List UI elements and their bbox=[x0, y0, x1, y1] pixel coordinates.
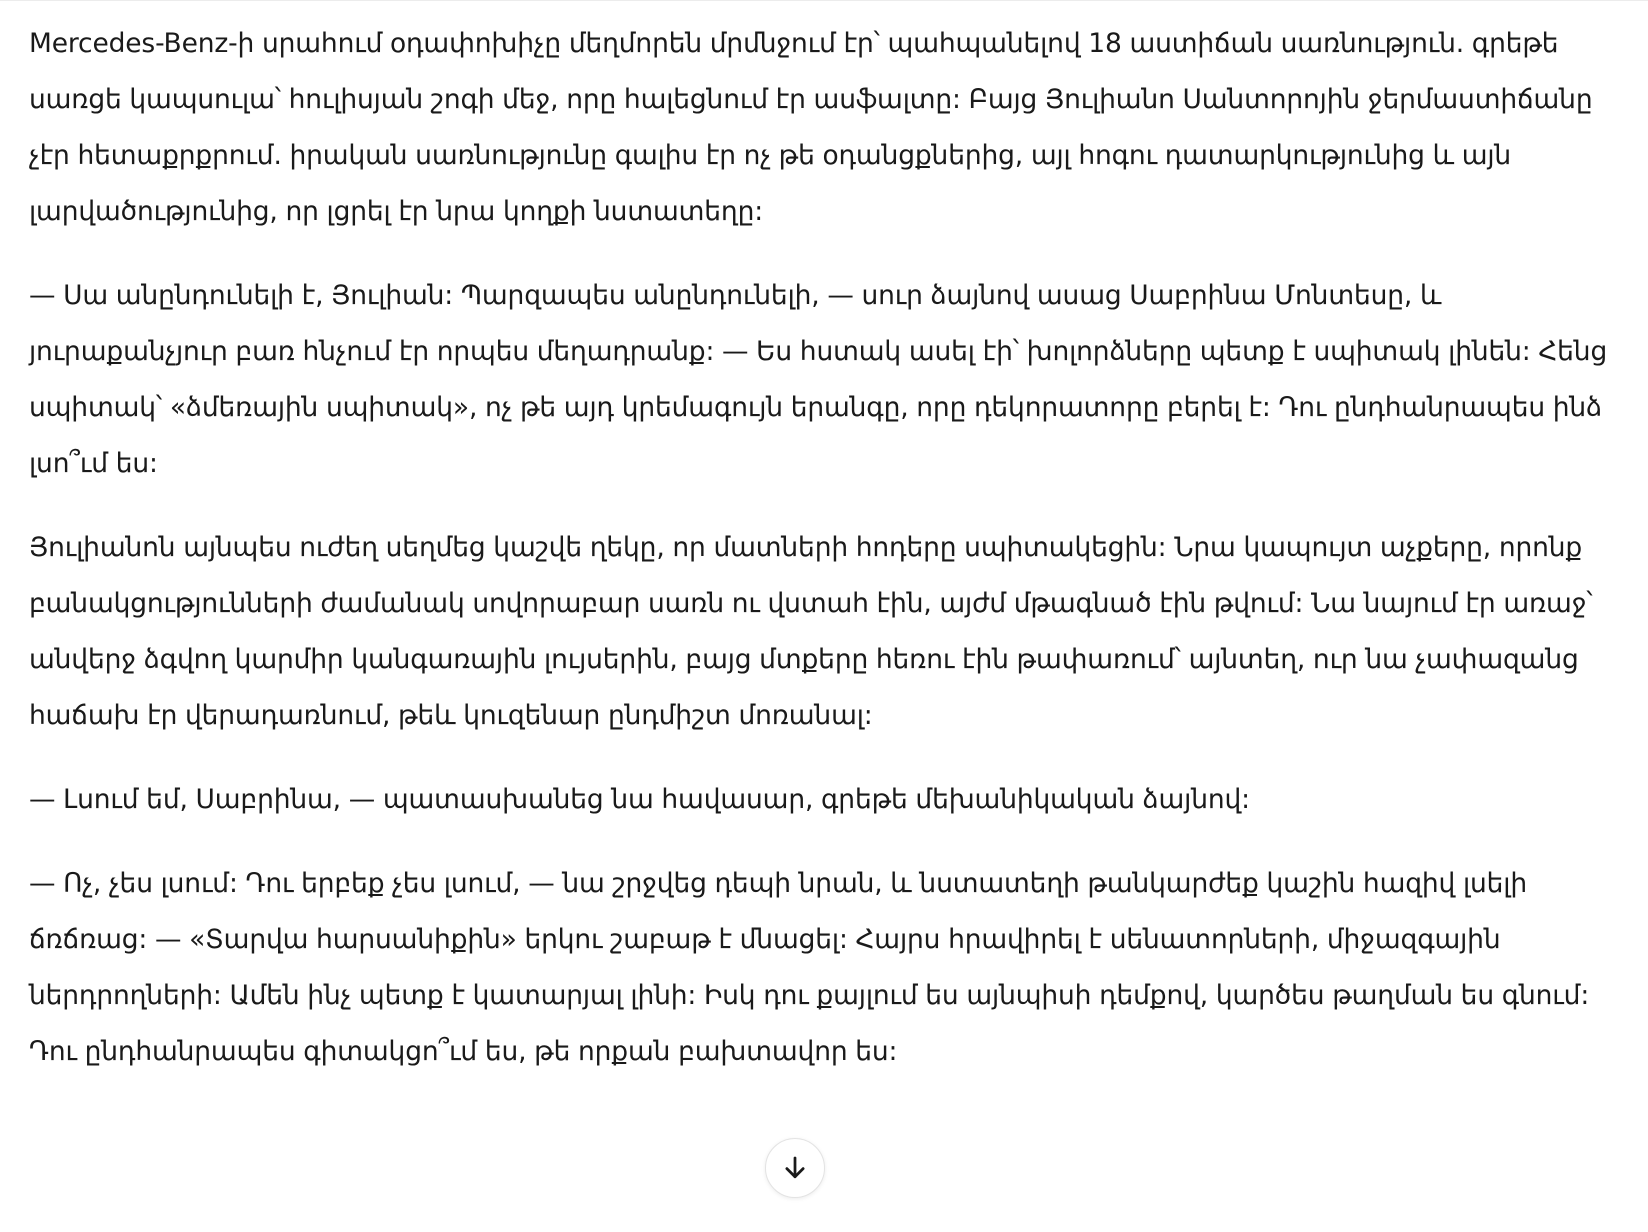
message-paragraph: Յուլիանոն այնպես ուժեղ սեղմեց կաշվե ղեկը, որ մատների հոդերը սպիտակեցին: Նրա կապույտ աչքերը, որոնք բանակցությունների ժամանակ սովորաբար սառն ու վստահ էին, այժմ մթագնած էին թվում: Նա նայում էր առաջ՝ անվերջ ձգվող կարմիր կանգառային լույսերին, բայց մտքերը հեռու էին թափառում՝ այնտեղ, ուր նա չափազանց հաճախ էր վերադառնում, թեև կուզենար ընդմիշտ մոռանալ: bbox=[29, 532, 1593, 731]
message-paragraph: — Սա անընդունելի է, Յուլիան: Պարզապես անընդունելի, — սուր ձայնով ասաց Սաբրինա Մոնտեսը, և յուրաքանչյուր բառ հնչում էր որպես մեղադրանք: — Ես հստակ ասել էի՝ խոլորձները պետք է սպիտակ լինեն: Հենց սպիտակ՝ «ձմեռային սպիտակ», ոչ թե այդ կրեմագույն երանգը, որը դեկորատորը բերել է: Դու ընդհանրապես ինձ լսո՞ւմ ես: bbox=[29, 280, 1608, 479]
message-paragraph: — Լսում եմ, Սաբրինա, — պատասխանեց նա հավասար, գրեթե մեխանիկական ձայնով: bbox=[29, 784, 1250, 815]
message-paragraph: Mercedes-Benz-ի սրահում օդափոխիչը մեղմորեն մրմնջում էր՝ պահպանելով 18 աստիճան սառնություն. գրեթե սառցե կապսուլա՝ հուլիսյան շոգի մեջ, որը հալեցնում էր ասֆալտը: Բայց Յուլիանո Սանտորոյին ջերմաստիճանը չէր հետաքրքրում. իրական սառնությունը գալիս էր ոչ թե օդանցքներից, այլ հոգու դատարկությունից և այն լարվածությունից, որ լցրել էր նրա կողքի նստատեղը: bbox=[29, 28, 1593, 227]
scroll-to-bottom-button[interactable] bbox=[765, 1138, 825, 1198]
assistant-message bbox=[29, 16, 1609, 1108]
message-paragraph: — Ոչ, չես լսում: Դու երբեք չես լսում, — նա շրջվեց դեպի նրան, և նստատեղի թանկարժեք կաշին հազիվ լսելի ճռճռաց: — «Տարվա հարսանիքին» երկու շաբաթ է մնացել: Հայրս հրավիրել է սենատորների, միջազգային ներդրողների: Ամեն ինչ պետք է կատարյալ լինի: Իսկ դու քայլում ես այնպիսի դեմքով, կարծես թաղման ես գնում: Դու ընդհանրապես գիտակցո՞ւմ ես, թե որքան բախտավոր ես: bbox=[29, 868, 1590, 1067]
arrow-down-icon bbox=[780, 1153, 810, 1183]
